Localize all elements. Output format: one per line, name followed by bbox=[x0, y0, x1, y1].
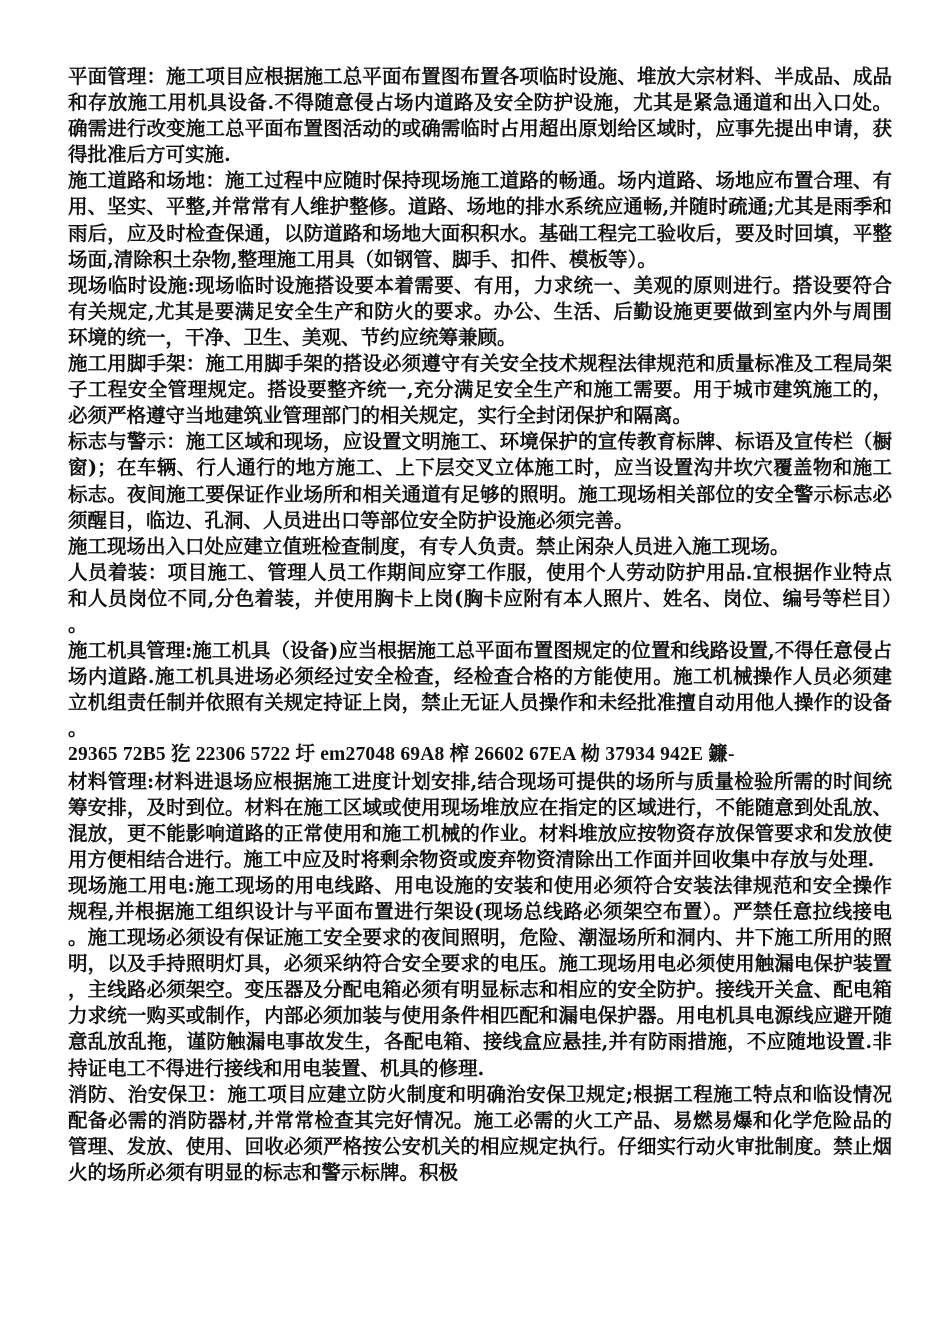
document-body bbox=[68, 64, 892, 1186]
paragraph-signs-and-warnings: 标志与警示：施工区域和现场，应设置文明施工、环境保护的宣传教育标牌、标语及宣传栏（橱窗)；在车辆、行人通行的地方施工、上下层交叉立体施工时，应当设置沟井坎穴覆盖物和施工标志。夜间施工要保证作业场所和相关通道有足够的照明。施工现场相关部位的安全警示标志必须醒目，临边、孔洞、人员进出口等部位安全防护设施必须完善。 bbox=[68, 430, 892, 532]
paragraph-site-electricity: 现场施工用电:施工现场的用电线路、用电设施的安装和使用必须符合安装法律规范和安全操作规程,并根据施工组织设计与平面布置进行架设(现场总线路必须架空布置）。严禁任意拉线接电。施工现场必须设有保证施工安全要求的夜间照明，危险、潮湿场所和洞内、井下施工所用的照明，以及手持照明灯具，必须采纳符合安全要求的电压。施工现场用电必须使用触漏电保护装置，主线路必须架空。变压器及分配电箱必须有明显标志和相应的安全防护。接线开关盒、配电箱力求统一购买或制作，内部必须加装与使用条件相匹配和漏电保护器。用电机具电源线应避开随意乱放乱拖，谨防触漏电事故发生，各配电箱、接线盒应悬挂,并有防雨措施，不应随地设置.非持证电工不得进行接线和用电装置、机具的修理. bbox=[68, 873, 892, 1080]
paragraph-scaffolding: 施工用脚手架：施工用脚手架的搭设必须遵守有关安全技术规程法律规范和质量标准及工程局架子工程安全管理规定。搭设要整齐统一,充分满足安全生产和施工需要。用于城市建筑施工的，必须严格遵守当地建筑业管理部门的相关规定，实行全封闭保护和隔离。 bbox=[68, 352, 892, 428]
paragraph-fire-and-security: 消防、治安保卫：施工项目应建立防火制度和明确治安保卫规定;根据工程施工特点和临设情况配备必需的消防器材,并常常检查其完好情况。施工必需的火工产品、易燃易爆和化学危险品的管理、发放、使用、回收必须严格按公安机关的相应规定执行。仔细实行动火审批制度。禁止烟火的场所必须有明显的标志和警示标牌。积极 bbox=[68, 1082, 892, 1184]
paragraph-encoded-characters: 29365 72B5 犵 22306 5722 圩 em27048 69A8 榨 26602 67EA 柪 37934 942E 鐮- bbox=[68, 744, 735, 766]
paragraph-machinery-management: 施工机具管理:施工机具（设备)应当根据施工总平面布置图规定的位置和线路设置,不得任意侵占场内道路.施工机具进场必须经过安全检查，经检查合格的方能使用。施工机械操作人员必须建立机组责任制并依照有关规定持证上岗，禁止无证人员操作和未经批准擅自动用他人操作的设备。 bbox=[68, 639, 892, 741]
paragraph-roads-and-site: 施工道路和场地：施工过程中应随时保持现场施工道路的畅通。场内道路、场地应布置合理、有用、坚实、平整,并常常有人维护整修。道路、场地的排水系统应通畅,并随时疏通;尤其是雨季和雨后，应及时检查保通，以防道路和场地大面积积水。基础工程完工验收后，要及时回填，平整场面,清除积土杂物,整理施工用具（如钢管、脚手、扣件、模板等）。 bbox=[68, 169, 892, 271]
paragraph-entrance-duty: 施工现场出入口处应建立值班检查制度，有专人负责。禁止闲杂人员进入施工现场。 bbox=[68, 534, 790, 558]
paragraph-site-layout: 平面管理：施工项目应根据施工总平面布置图布置各项临时设施、堆放大宗材料、半成品、成品和存放施工用机具设备.不得随意侵占场内道路及安全防护设施，尤其是紧急通道和出入口处。确需进行改变施工总平面布置图活动的或确需临时占用超出原划给区域时，应事先提出申请，获得批准后方可实施. bbox=[68, 65, 892, 167]
paragraph-materials-management: 材料管理:材料进退场应根据施工进度计划安排,结合现场可提供的场所与质量检验所需的时间统筹安排，及时到位。材料在施工区域或使用现场堆放应在指定的区域进行，不能随意到处乱放、混放，更不能影响道路的正常使用和施工机械的作业。材料堆放应按物资存放保管要求和发放使用方便相结合进行。施工中应及时将剩余物资或废弃物资清除出工作面并回收集中存放与处理. bbox=[68, 769, 892, 871]
paragraph-temporary-facilities: 现场临时设施:现场临时设施搭设要本着需要、有用，力求统一、美观的原则进行。搭设要符合有关规定,尤其是要满足安全生产和防火的要求。办公、生活、后勤设施更要做到室内外与周围环境的统一，干净、卫生、美观、节约应统筹兼顾。 bbox=[68, 273, 892, 349]
paragraph-personnel-attire: 人员着装：项目施工、管理人员工作期间应穿工作服，使用个人劳动防护用品.宜根据作业特点和人员岗位不同,分色着装，并使用胸卡上岗(胸卡应附有本人照片、姓名、岗位、编号等栏目）。 bbox=[68, 560, 892, 636]
